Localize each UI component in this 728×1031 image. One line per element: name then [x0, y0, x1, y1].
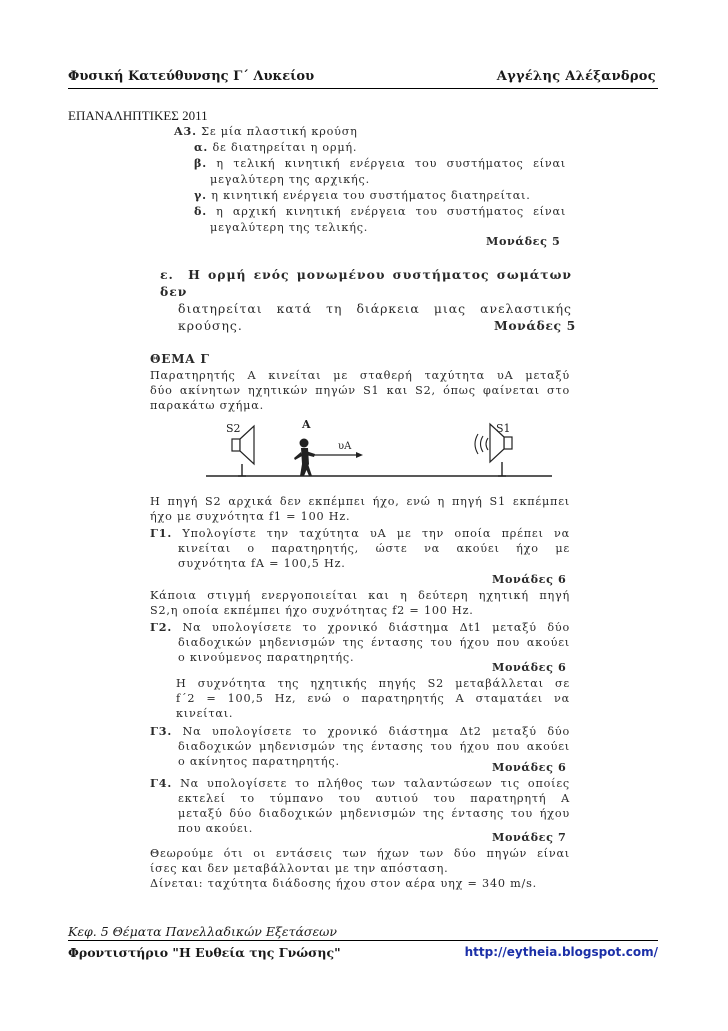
- g2-marks: Μονάδες 6: [492, 660, 567, 674]
- a3-option-b: β. η τελική κινητική ενέργεια του συστήματος είναι: [194, 156, 566, 170]
- a3-option-b-cont: μεγαλύτερη της αρχικής.: [210, 173, 370, 186]
- question-g4: Γ4. Να υπολογίσετε το πλήθος των ταλαντώσεων τις οποίες εκτελεί το τύμπανο του αυτιού του παρατηρητή Α μεταξύ δύο διαδοχικών μηδενισμών της έντασης του ήχου που ακούει.: [150, 776, 570, 835]
- label-velocity: υA: [338, 441, 352, 452]
- label-a: A: [302, 418, 311, 431]
- thema-mid-2: Η συχνότητα της ηχητικής πηγής S2 μεταβάλλεται σε f΄2 = 100,5 Hz, ενώ ο παρατηρητής Α σταματάει να κινείται.: [176, 677, 570, 720]
- question-g2: Γ2. Να υπολογίσετε το χρονικό διάστημα Δt1 μεταξύ δύο διαδοχικών μηδενισμών της έντασης του ήχου που ακούει ο κινούμενος παρατηρητής.: [150, 620, 570, 664]
- question-g1: Γ1. Υπολογίστε την ταχύτητα υΑ με την οποία πρέπει να κινείται ο παρατηρητής, ώστε να ακούει ήχο με συχνότητα fA = 100,5 Hz.: [150, 526, 570, 570]
- e-marks: Μονάδες 5: [494, 318, 576, 333]
- doppler-figure: [200, 412, 560, 484]
- thema-mid-1: Κάποια στιγμή ενεργοποιείται και η δεύτερη ηχητική πηγή S2,η οποία εκπέμπει ήχο συχνότητας f2 = 100 Hz.: [150, 589, 570, 617]
- footer-school: Φροντιστήριο "Η Ευθεία της Γνώσης": [68, 945, 341, 960]
- thema-title: ΘΕΜΑ Γ: [150, 352, 210, 366]
- header-course: Φυσική Κατεύθυνσης Γ΄ Λυκείου: [68, 69, 315, 84]
- a3-option-c: γ. η κινητική ενέργεια του συστήματος διατηρείται.: [194, 188, 531, 202]
- a3-stem: Σε μία πλαστική κρούση: [201, 125, 358, 138]
- a3-marks: Μονάδες 5: [486, 234, 561, 248]
- page-header: [68, 68, 658, 89]
- thema-after-figure: Η πηγή S2 αρχικά δεν εκπέμπει ήχο, ενώ η πηγή S1 εκπέμπει ήχο με συχνότητα f1 = 100 Hz.: [150, 495, 570, 523]
- thema-closing: Θεωρούμε ότι οι εντάσεις των ήχων των δύο πηγών είναι ίσες και δεν μεταβάλλονται με την απόσταση. Δίνεται: ταχύτητα διάδοσης ήχου στον αέρα υηχ = 340 m/s.: [150, 847, 570, 890]
- header-author: Αγγέλης Αλέξανδρος: [496, 69, 656, 84]
- e-line1: Η ορμή ενός μονωμένου συστήματος σωμάτων δεν: [160, 267, 572, 299]
- footer-url-link[interactable]: http://eytheia.blogspot.com/: [464, 945, 658, 959]
- thema-intro: Παρατηρητής Α κινείται με σταθερή ταχύτητα υΑ μεταξύ δύο ακίνητων ηχητικών πηγών S1 και S2, όπως φαίνεται στο παρακάτω σχήμα.: [150, 369, 570, 412]
- e-line3: κρούσης.: [178, 318, 243, 333]
- e-line2: διατηρείται κατά τη διάρκεια μιας ανελαστικής: [178, 301, 572, 316]
- label-s1: S1: [496, 422, 511, 435]
- exam-subtitle: ΕΠΑΝΑΛΗΠΤΙΚΕΣ 2011: [68, 108, 208, 123]
- g1-marks: Μονάδες 6: [492, 572, 567, 586]
- a3-option-d-cont: μεγαλύτερη της τελικής.: [210, 221, 369, 234]
- footer-chapter: Κεφ. 5 Θέματα Πανελλαδικών Εξετάσεων: [68, 924, 658, 941]
- g3-marks: Μονάδες 6: [492, 760, 567, 774]
- a3-option-a: α. δε διατηρείται η ορμή.: [194, 140, 358, 154]
- a3-option-d: δ. η αρχική κινητική ενέργεια του συστήματος είναι: [194, 204, 567, 218]
- observer-a-icon: [294, 439, 315, 477]
- g4-marks: Μονάδες 7: [492, 830, 567, 844]
- question-a3: [174, 124, 358, 139]
- question-g3: Γ3. Να υπολογίσετε το χρονικό διάστημα Δt2 μεταξύ δύο διαδοχικών μηδενισμών της έντασης του ήχου που ακούει ο ακίνητος παρατηρητής.: [150, 724, 570, 768]
- label-s2: S2: [226, 422, 241, 435]
- question-e: ε. Η ορμή ενός μονωμένου συστήματος σωμάτων δεν διατηρείται κατά τη διάρκεια μιας ανελαστικής κρούσης.: [160, 267, 572, 333]
- sound-waves-icon: [475, 434, 488, 454]
- a3-label: Α3.: [174, 124, 197, 138]
